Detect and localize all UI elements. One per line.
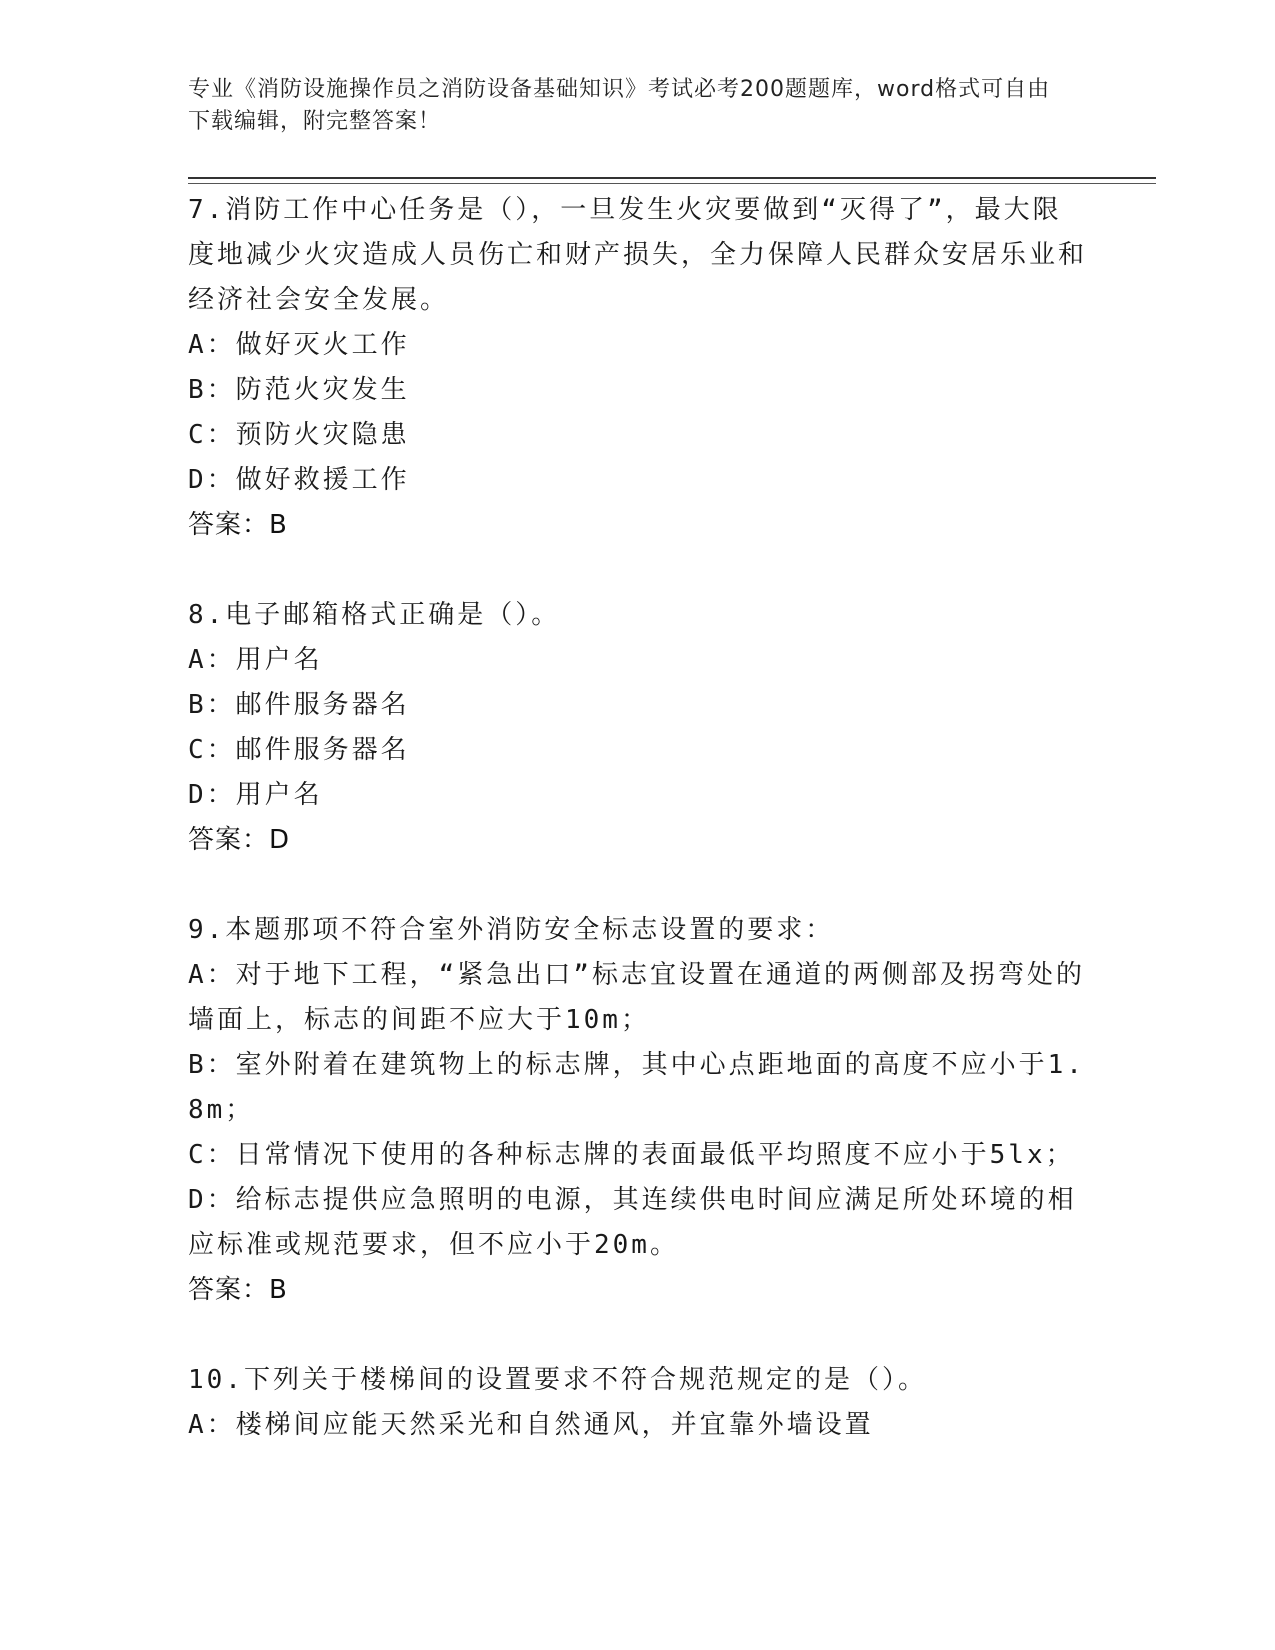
option-a: A：对于地下工程，“紧急出口”标志宜设置在通道的两侧部及拐弯处的墙面上，标志的间距不应大于10m； [188, 960, 1085, 1035]
question-stem: 10.下列关于楼梯间的设置要求不符合规范规定的是（）。 [188, 1365, 927, 1395]
option-b: B：邮件服务器名 [188, 690, 410, 720]
question-stem: 8.电子邮箱格式正确是（）。 [188, 600, 561, 630]
option-b: B：室外附着在建筑物上的标志牌，其中心点距地面的高度不应小于1.8m； [188, 1050, 1085, 1125]
answer-label: 答案：B [188, 510, 288, 540]
option-a: A：用户名 [188, 645, 323, 675]
option-d: D：给标志提供应急照明的电源，其连续供电时间应满足所处环境的相应标准或规范要求，但不应小于20m。 [188, 1185, 1077, 1260]
header-divider-thick [188, 177, 1156, 179]
page-header: 专业《消防设施操作员之消防设备基础知识》考试必考200题题库，word格式可自由下载编辑，附完整答案！ [188, 77, 1051, 134]
option-d: D：做好救援工作 [188, 465, 410, 495]
option-c: C：日常情况下使用的各种标志牌的表面最低平均照度不应小于5lx； [188, 1140, 1075, 1170]
option-b: B：防范火灾发生 [188, 375, 410, 405]
answer-label: 答案：B [188, 1275, 288, 1305]
option-a: A：做好灭火工作 [188, 330, 410, 360]
question-7 [188, 188, 1088, 548]
question-10 [188, 1358, 1088, 1448]
question-9 [188, 908, 1088, 1313]
header-divider-thin [188, 183, 1156, 184]
question-list [188, 188, 1088, 1493]
option-a: A：楼梯间应能天然采光和自然通风，并宜靠外墙设置 [188, 1410, 874, 1440]
option-c: C：预防火灾隐患 [188, 420, 410, 450]
question-stem: 7.消防工作中心任务是（），一旦发生火灾要做到“灭得了”，最大限度地减少火灾造成人员伤亡和财产损失，全力保障人民群众安居乐业和经济社会安全发展。 [188, 195, 1088, 315]
option-c: C：邮件服务器名 [188, 735, 410, 765]
question-8 [188, 593, 1088, 863]
option-d: D：用户名 [188, 780, 323, 810]
answer-label: 答案：D [188, 825, 291, 855]
question-stem: 9.本题那项不符合室外消防安全标志设置的要求： [188, 915, 835, 945]
